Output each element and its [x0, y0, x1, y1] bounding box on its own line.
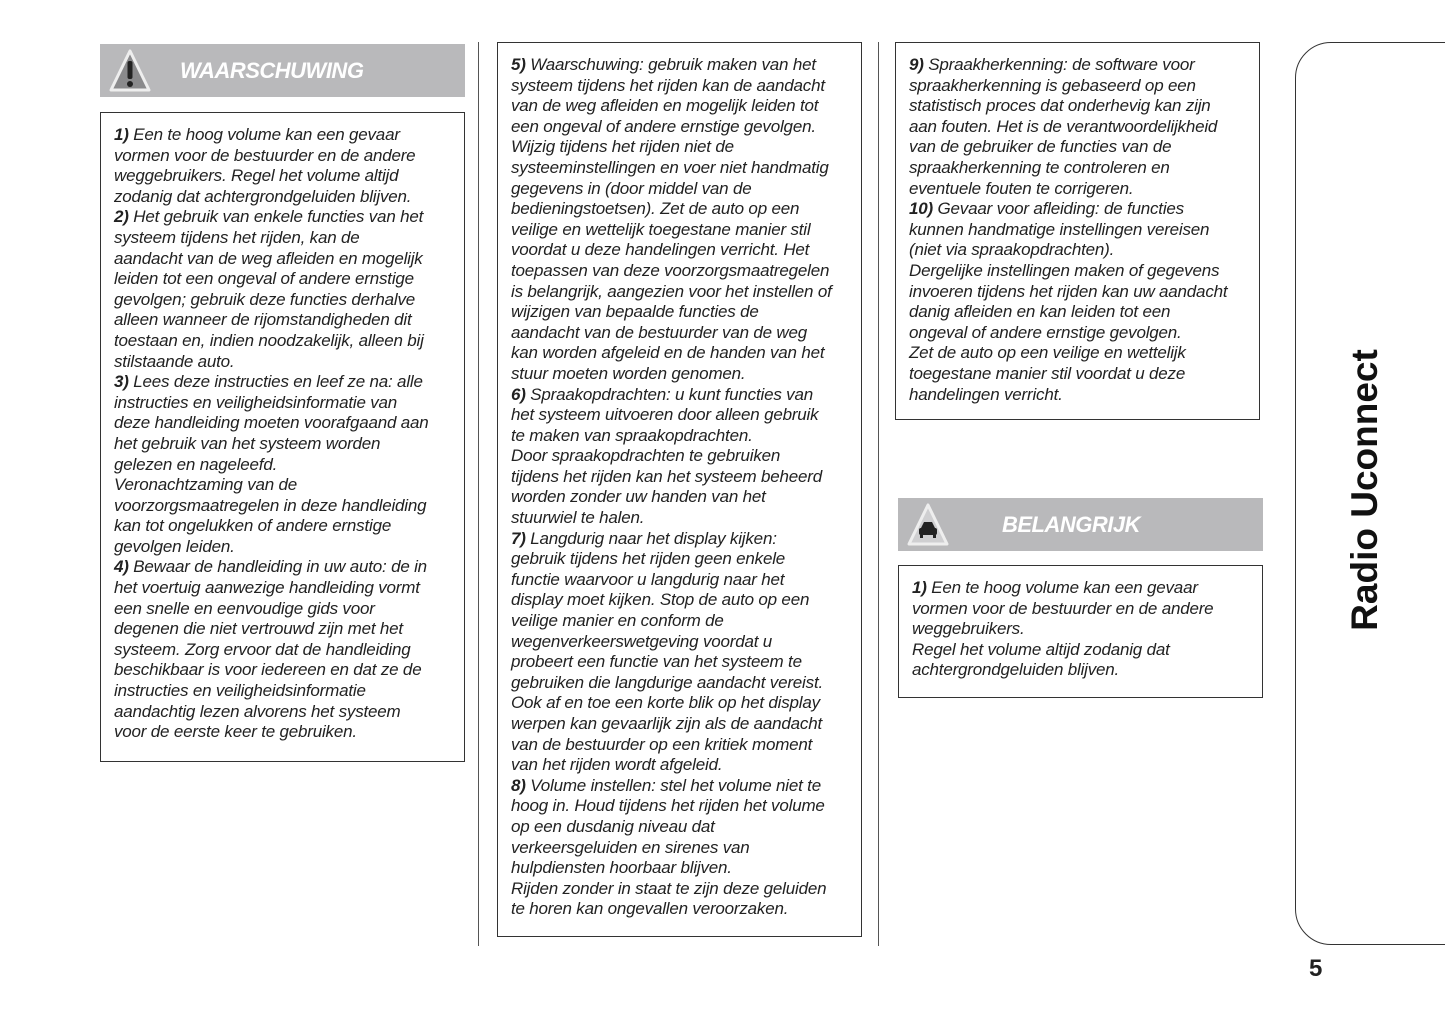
text-line — [511, 179, 861, 200]
line-text: danig afleiden en kan leiden tot een — [909, 302, 1171, 322]
line-text: het systeem uitvoeren door alleen gebruik — [511, 405, 819, 425]
line-text: hoog in. Houd tijdens het rijden het volume — [511, 796, 825, 816]
note-number: 6) — [511, 384, 526, 404]
line-text: gegevens in (door middel van de — [511, 178, 752, 198]
note-number: 3) — [114, 372, 129, 392]
column-divider — [478, 42, 479, 946]
line-text: aandacht van de bestuurder van de weg — [511, 322, 807, 342]
text-line — [511, 137, 861, 158]
text-line — [511, 487, 861, 508]
line-text: Lees deze instructies en leef ze na: alle — [128, 372, 423, 392]
warnings-right-box — [895, 42, 1260, 420]
line-text: van het rijden wordt afgeleid. — [511, 755, 723, 775]
line-text: systeem tijdens het rijden kan de aandacht — [511, 75, 825, 95]
line-text: van de weg afleiden en mogelijk leiden tot — [511, 96, 819, 116]
text-line — [511, 261, 861, 282]
text-line — [909, 261, 1259, 282]
line-text: van de bestuurder op een kritiek moment — [511, 734, 813, 754]
text-line — [114, 516, 464, 537]
line-text: verkeersgeluiden en sirenes van — [511, 837, 750, 857]
text-line — [511, 611, 861, 632]
important-header — [898, 498, 1263, 551]
text-line — [511, 117, 861, 138]
line-text: Door spraakopdrachten te gebruiken — [511, 446, 781, 466]
line-text: Bewaar de handleiding in uw auto: de in — [128, 557, 427, 577]
text-line — [114, 393, 464, 414]
text-line — [912, 599, 1262, 620]
line-text: leiden tot een ongeval of andere ernstige — [114, 269, 414, 289]
text-line — [511, 405, 861, 426]
text-line — [114, 455, 464, 476]
line-text: Waarschuwing: gebruik maken van het — [525, 55, 816, 74]
text-line — [511, 385, 861, 406]
line-text: achtergrondgeluiden blijven. — [912, 660, 1120, 680]
text-line — [114, 640, 464, 661]
line-text: (niet via spraakopdrachten). — [909, 240, 1115, 260]
line-text: op een dusdanig niveau dat — [511, 816, 715, 836]
text-line — [511, 714, 861, 735]
car-triangle-icon — [906, 502, 950, 548]
text-line — [114, 352, 464, 373]
important-title: BELANGRIJK — [1002, 511, 1141, 537]
text-line — [909, 364, 1259, 385]
line-text: bedieningstoetsen). Zet de auto op een — [511, 199, 800, 219]
line-text: spraakherkenning te controleren en — [909, 157, 1170, 177]
line-text: handelingen verricht. — [909, 384, 1063, 404]
warning-header — [100, 44, 465, 97]
text-line — [114, 537, 464, 558]
text-line — [511, 776, 861, 797]
line-text: Rijden zonder in staat te zijn deze geluiden — [511, 878, 827, 898]
text-line — [511, 446, 861, 467]
line-text: Een te hoog volume kan een gevaar — [926, 578, 1198, 597]
text-line — [511, 590, 861, 611]
line-text: instructies en veiligheidsinformatie van — [114, 392, 398, 412]
line-text: Zet de auto op een veilige en wettelijk — [909, 343, 1186, 363]
text-line — [114, 125, 464, 146]
text-line — [511, 158, 861, 179]
warning-triangle-icon — [108, 48, 152, 94]
note-number: 5) — [511, 55, 526, 74]
text-line — [511, 426, 861, 447]
line-text: vormen voor de bestuurder en de andere — [114, 145, 416, 165]
line-text: gevolgen leiden. — [114, 536, 235, 556]
text-line — [912, 660, 1262, 681]
line-text: weggebruikers. Regel het volume altijd — [114, 166, 399, 186]
text-line — [114, 187, 464, 208]
text-line — [511, 673, 861, 694]
text-line — [511, 302, 861, 323]
important-box — [898, 565, 1263, 698]
line-text: een ongeval of andere ernstige gevolgen. — [511, 116, 816, 136]
text-line — [114, 702, 464, 723]
line-text: functie waarvoor u langdurig naar het — [511, 569, 785, 589]
text-line — [511, 570, 861, 591]
line-text: degenen die niet vertrouwd zijn met het — [114, 619, 403, 639]
text-line — [909, 302, 1259, 323]
text-line — [114, 722, 464, 743]
line-text: gevolgen; gebruik deze functies derhalve — [114, 289, 416, 309]
line-text: Spraakopdrachten: u kunt functies van — [525, 384, 813, 404]
line-text: toestaan en, indien noodzakelijk, alleen bij — [114, 330, 424, 350]
text-line — [511, 364, 861, 385]
line-text: Wijzig tijdens het rijden niet de — [511, 137, 734, 157]
text-line — [114, 599, 464, 620]
line-text: toegestane manier stil voordat u deze — [909, 363, 1186, 383]
text-line — [114, 249, 464, 270]
line-text: spraakherkenning is gebaseerd op een — [909, 75, 1196, 95]
line-text: Veronachtzaming van de — [114, 475, 298, 495]
text-line — [511, 55, 861, 76]
line-text: werpen kan gevaarlijk zijn als de aandacht — [511, 714, 823, 733]
line-text: Spraakherkenning: de software voor — [923, 55, 1195, 74]
warning-title: WAARSCHUWING — [180, 57, 364, 83]
text-line — [114, 434, 464, 455]
text-line — [511, 467, 861, 488]
line-text: zodanig dat achtergrondgeluiden blijven. — [114, 186, 412, 206]
text-line — [511, 323, 861, 344]
text-line — [114, 557, 464, 578]
text-line — [114, 496, 464, 517]
line-text: Dergelijke instellingen maken of gegevens — [909, 260, 1220, 280]
note-number: 4) — [114, 557, 129, 577]
note-number: 1) — [912, 578, 927, 597]
note-number: 8) — [511, 775, 526, 795]
text-line — [909, 343, 1259, 364]
line-text: display moet kijken. Stop de auto op een — [511, 590, 810, 610]
line-text: aandacht van de weg afleiden en mogelijk — [114, 248, 423, 268]
line-text: Het gebruik van enkele functies van het — [128, 207, 424, 227]
line-text: het voertuig aanwezige handleiding vormt — [114, 578, 420, 598]
line-text: Regel het volume altijd zodanig dat — [912, 639, 1170, 659]
line-text: instructies en veiligheidsinformatie — [114, 681, 366, 701]
text-line — [114, 207, 464, 228]
line-text: voor de eerste keer te gebruiken. — [114, 722, 357, 742]
text-line — [511, 343, 861, 364]
line-text: aan fouten. Het is de verantwoordelijkheid — [909, 116, 1218, 136]
text-line — [114, 660, 464, 681]
text-line — [912, 640, 1262, 661]
line-text: systeem tijdens het rijden, kan de — [114, 227, 360, 247]
text-line — [114, 578, 464, 599]
line-text: beschikbaar is voor iedereen en dat ze de — [114, 660, 422, 680]
line-text: aandachtig lezen alvorens het systeem — [114, 701, 401, 721]
text-line — [909, 117, 1259, 138]
text-line — [511, 652, 861, 673]
text-line — [909, 179, 1259, 200]
line-text: kan worden afgeleid en de handen van het — [511, 343, 825, 363]
line-text: systeeminstellingen en voer niet handmatig — [511, 157, 829, 177]
text-line — [912, 578, 1262, 599]
line-text: te maken van spraakopdrachten. — [511, 425, 753, 445]
warning-box — [100, 112, 465, 762]
text-line — [511, 858, 861, 879]
text-line — [511, 693, 861, 714]
text-line — [909, 55, 1259, 76]
line-text: voordat u deze handelingen verricht. Het — [511, 240, 810, 260]
text-line — [511, 240, 861, 261]
text-line — [909, 385, 1259, 406]
line-text: Ook af en toe een korte blik op het display — [511, 693, 820, 713]
line-text: hulpdiensten hoorbaar blijven. — [511, 858, 732, 878]
line-text: alleen wanneer de rijomstandigheden dit — [114, 310, 412, 330]
text-line — [909, 282, 1259, 303]
text-line — [511, 549, 861, 570]
text-line — [909, 323, 1259, 344]
text-line — [511, 632, 861, 653]
text-line — [114, 228, 464, 249]
note-number: 2) — [114, 207, 129, 227]
text-line — [114, 619, 464, 640]
text-line — [511, 220, 861, 241]
text-line — [114, 146, 464, 167]
text-line — [511, 838, 861, 859]
text-line — [511, 76, 861, 97]
line-text: kunnen handmatige instellingen vereisen — [909, 219, 1210, 239]
line-text: stuurwiel te halen. — [511, 508, 645, 528]
line-text: weggebruikers. — [912, 619, 1025, 639]
line-text: statistisch proces dat onderhevig kan zijn — [909, 96, 1211, 116]
line-text: van de gebruiker de functies van de — [909, 137, 1172, 157]
line-text: Langdurig naar het display kijken: — [525, 528, 777, 548]
text-line — [114, 166, 464, 187]
line-text: Gevaar voor afleiding: de functies — [932, 199, 1184, 219]
text-line — [909, 96, 1259, 117]
line-text: wijzigen van bepaalde functies de — [511, 302, 759, 322]
text-line — [909, 137, 1259, 158]
line-text: Een te hoog volume kan een gevaar — [128, 125, 400, 144]
text-line — [909, 240, 1259, 261]
warning-text — [114, 125, 464, 743]
line-text: veilige en wettelijk toegestane manier stil — [511, 219, 811, 239]
column-divider — [878, 42, 879, 946]
line-text: kan tot ongelukken of andere ernstige — [114, 516, 392, 536]
text-line — [912, 619, 1262, 640]
line-text: deze handleiding moeten voorafgaand aan — [114, 413, 429, 433]
text-line — [114, 310, 464, 331]
text-line — [114, 475, 464, 496]
text-line — [511, 96, 861, 117]
text-line — [511, 735, 861, 756]
line-text: een snelle en eenvoudige gids voor — [114, 598, 375, 618]
line-text: Volume instellen: stel het volume niet te — [525, 775, 821, 795]
line-text: gebruik tijdens het rijden geen enkele — [511, 549, 786, 569]
line-text: eventuele fouten te corrigeren. — [909, 178, 1134, 198]
line-text: gelezen en nageleefd. — [114, 454, 278, 474]
line-text: te horen kan ongevallen veroorzaken. — [511, 899, 789, 919]
text-line — [909, 220, 1259, 241]
text-line — [114, 331, 464, 352]
note-number: 9) — [909, 55, 924, 74]
line-text: voorzorgsmaatregelen in deze handleiding — [114, 495, 427, 515]
line-text: ongeval of andere ernstige gevolgen. — [909, 322, 1182, 342]
text-line — [114, 269, 464, 290]
text-line — [114, 372, 464, 393]
line-text: tijdens het rijden kan het systeem beheerd — [511, 466, 823, 486]
line-text: systeem. Zorg ervoor dat de handleiding — [114, 639, 411, 659]
text-line — [114, 681, 464, 702]
text-line — [909, 76, 1259, 97]
line-text: vormen voor de bestuurder en de andere — [912, 598, 1214, 618]
line-text: toepassen van deze voorzorgsmaatregelen — [511, 260, 830, 280]
note-number: 10) — [909, 199, 933, 219]
chapter-title: Radio Uconnect — [1344, 349, 1385, 631]
line-text: invoeren tijdens het rijden kan uw aandacht — [909, 281, 1228, 301]
warnings-continued-box — [497, 42, 862, 937]
text-line — [511, 529, 861, 550]
text-line — [114, 413, 464, 434]
text-line — [909, 158, 1259, 179]
line-text: wegenverkeerswetgeving voordat u — [511, 631, 773, 651]
text-line — [511, 899, 861, 920]
text-line — [114, 290, 464, 311]
text-line — [909, 199, 1259, 220]
line-text: is belangrijk, aangezien voor het instellen of — [511, 281, 832, 301]
page-number: 5 — [1309, 955, 1323, 982]
text-line — [511, 817, 861, 838]
note-number: 7) — [511, 528, 526, 548]
text-line — [511, 508, 861, 529]
line-text: het gebruik van het systeem worden — [114, 433, 381, 453]
line-text: stuur moeten worden genomen. — [511, 363, 746, 383]
text-line — [511, 199, 861, 220]
line-text: veilige manier en conform de — [511, 611, 724, 631]
text-line — [511, 755, 861, 776]
line-text: worden zonder uw handen van het — [511, 487, 766, 507]
text-line — [511, 796, 861, 817]
note-number: 1) — [114, 125, 129, 144]
line-text: stilstaande auto. — [114, 351, 235, 371]
text-line — [511, 879, 861, 900]
text-line — [511, 282, 861, 303]
line-text: gebruiken die langdurige aandacht vereist. — [511, 672, 823, 692]
line-text: probeert een functie van het systeem te — [511, 652, 802, 672]
